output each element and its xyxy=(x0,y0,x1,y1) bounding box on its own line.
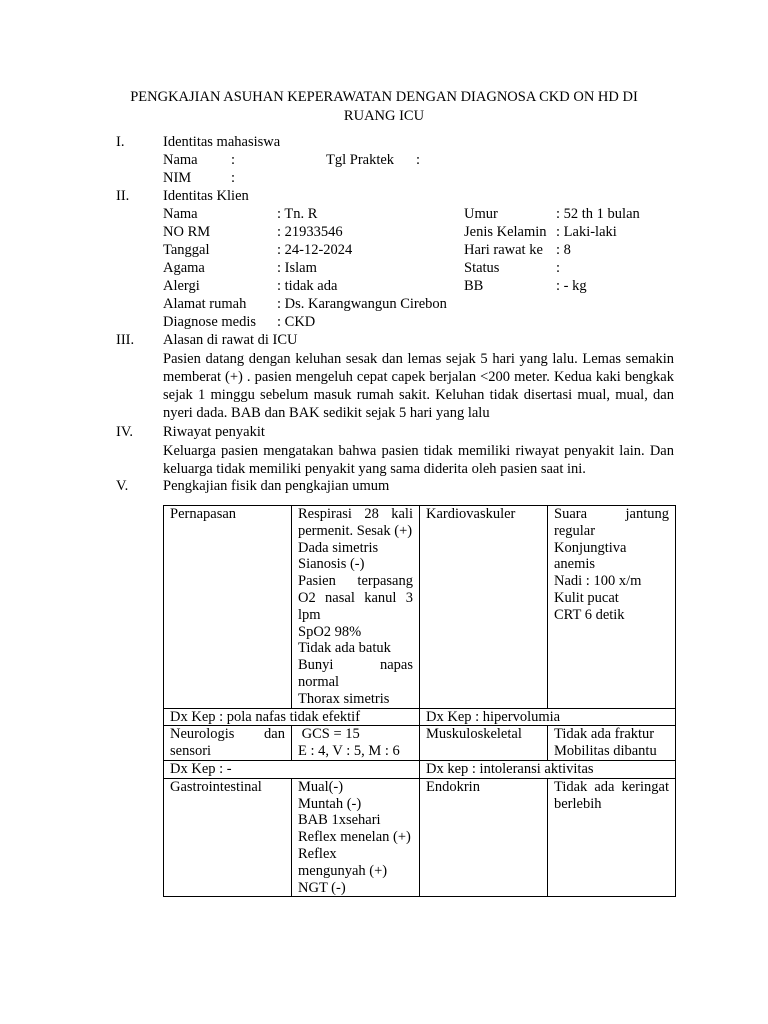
field-label: NIM xyxy=(163,170,192,186)
pernapasan-line: Tidak ada batuk xyxy=(298,640,391,657)
pernapasan-line: Sianosis (-) xyxy=(298,556,365,573)
kardio-line: Nadi : 100 x/m xyxy=(554,573,642,590)
gastro-line: Mual(-) xyxy=(298,778,344,795)
field-label: BB xyxy=(464,278,484,294)
pernapasan-respirasi: Respirasi 28 kali permenit. Sesak (+) xyxy=(298,506,413,539)
table-row xyxy=(164,506,676,709)
gastro-findings xyxy=(292,778,420,897)
field-colon: : xyxy=(231,170,236,186)
kardio-suara: Suara jantung regular xyxy=(554,506,669,539)
section-number: IV. xyxy=(116,424,134,440)
section-heading: Identitas Klien xyxy=(163,188,249,204)
field-label: Tgl Praktek xyxy=(326,152,395,168)
section-number: II. xyxy=(116,188,130,204)
field-label: Hari rawat ke xyxy=(464,242,543,258)
kardio-label: Kardiovaskuler xyxy=(420,506,548,709)
field-label: Tanggal xyxy=(163,242,210,258)
pernapasan-line: Thorax simetris xyxy=(298,690,390,707)
field-value: : CKD xyxy=(277,314,316,330)
field-value: : 52 th 1 bulan xyxy=(556,206,640,222)
endo-label: Endokrin xyxy=(420,778,548,897)
table-row xyxy=(164,708,676,726)
document-title xyxy=(90,88,678,126)
kardio-konjungtiva: Konjungtiva anemis xyxy=(554,539,627,573)
dx-pernapasan: Dx Kep : pola nafas tidak efektif xyxy=(164,708,420,726)
section-heading: Riwayat penyakit xyxy=(163,424,265,440)
field-value: : Laki-laki xyxy=(556,224,617,240)
kardio-findings xyxy=(548,506,676,709)
gastro-line: mengunyah (+) xyxy=(298,862,388,879)
dx-musk: Dx kep : intoleransi aktivitas xyxy=(420,760,676,778)
dx-neuro: Dx Kep : - xyxy=(164,760,420,778)
dx-kardio: Dx Kep : hipervolumia xyxy=(420,708,676,726)
field-value: : Tn. R xyxy=(277,206,318,222)
section-heading: Alasan di rawat di ICU xyxy=(163,332,298,348)
kardio-line: CRT 6 detik xyxy=(554,606,625,623)
section-heading: Identitas mahasiswa xyxy=(163,134,281,150)
field-value: : 24-12-2024 xyxy=(277,242,353,258)
title-line-1: PENGKAJIAN ASUHAN KEPERAWATAN DENGAN DIAGNOSA CKD ON HD DI xyxy=(130,89,638,105)
gastro-line: Muntah (-) xyxy=(298,795,362,812)
musk-label: Muskuloskeletal xyxy=(420,726,548,761)
field-value: : Ds. Karangwangun Cirebon xyxy=(277,296,447,312)
field-label: Alamat rumah xyxy=(163,296,247,312)
kardio-line: Kulit pucat xyxy=(554,589,619,606)
pernapasan-o2: Pasien terpasang O2 nasal kanul 3 lpm xyxy=(298,573,413,623)
field-value: : 8 xyxy=(556,242,571,258)
field-label: Agama xyxy=(163,260,205,276)
field-label: Jenis Kelamin xyxy=(464,224,547,240)
section-heading: Pengkajian fisik dan pengkajian umum xyxy=(163,478,390,494)
section-number: V. xyxy=(116,478,129,494)
section-number: I. xyxy=(116,134,125,150)
musk-line: Tidak ada fraktur xyxy=(554,726,655,743)
field-label: Nama xyxy=(163,206,198,222)
pernapasan-label: Pernapasan xyxy=(164,506,292,709)
pernapasan-line: Dada simetris xyxy=(298,539,379,556)
field-colon: : xyxy=(416,152,421,168)
field-value: : - kg xyxy=(556,278,587,294)
field-value: : tidak ada xyxy=(277,278,338,294)
gastro-line: NGT (-) xyxy=(298,879,346,896)
gastro-reflex-menelan: Reflex menelan (+) xyxy=(298,829,411,846)
pernapasan-findings xyxy=(292,506,420,709)
alasan-paragraph: Pasien datang dengan keluhan sesak dan lemas sejak 5 hari yang lalu. Lemas semakin memberat (+) . pasien mengeluh cepat capek berjalan <200 meter. Kedua kaki bengkak sejak 1 minggu sebelum masuk rumah sakit. Keluhan tidak disertasi mual, mual, dan nyeri dada. BAB dan BAK sedikit sejak 5 hari yang lalu xyxy=(163,351,674,421)
neuro-findings xyxy=(292,726,420,761)
assessment-table xyxy=(163,505,676,897)
field-value: : Islam xyxy=(277,260,317,276)
table-row xyxy=(164,778,676,897)
gastro-label: Gastrointestinal xyxy=(164,778,292,897)
field-value: : 21933546 xyxy=(277,224,343,240)
field-label: Nama xyxy=(163,152,198,168)
field-label: Alergi xyxy=(163,278,200,294)
riwayat-paragraph: Keluarga pasien mengatakan bahwa pasien tidak memiliki riwayat penyakit lain. Dan keluarga tidak memiliki penyakit yang sama diderita oleh pasien saat ini. xyxy=(163,443,674,477)
pernapasan-line: SpO2 98% xyxy=(298,623,362,640)
neuro-label: Neurologis dan sensori xyxy=(164,726,292,761)
section-number: III. xyxy=(116,332,135,348)
musk-line: Mobilitas dibantu xyxy=(554,743,657,760)
musk-findings xyxy=(548,726,676,761)
field-label: Diagnose medis xyxy=(163,314,257,330)
gastro-line: BAB 1xsehari xyxy=(298,812,381,829)
field-colon: : xyxy=(231,152,236,168)
field-label: Status xyxy=(464,260,500,276)
field-label: NO RM xyxy=(163,224,211,240)
field-value: : xyxy=(556,260,561,276)
table-row xyxy=(164,760,676,778)
endo-findings: Tidak ada keringat berlebih xyxy=(548,778,676,897)
pernapasan-bunyi: Bunyi napas normal xyxy=(298,657,413,690)
gastro-line: Reflex xyxy=(298,845,337,862)
table-row xyxy=(164,726,676,761)
neuro-line: E : 4, V : 5, M : 6 xyxy=(298,743,400,760)
title-line-2: RUANG ICU xyxy=(343,108,425,124)
neuro-line: GCS = 15 xyxy=(298,726,360,743)
field-label: Umur xyxy=(464,206,498,222)
